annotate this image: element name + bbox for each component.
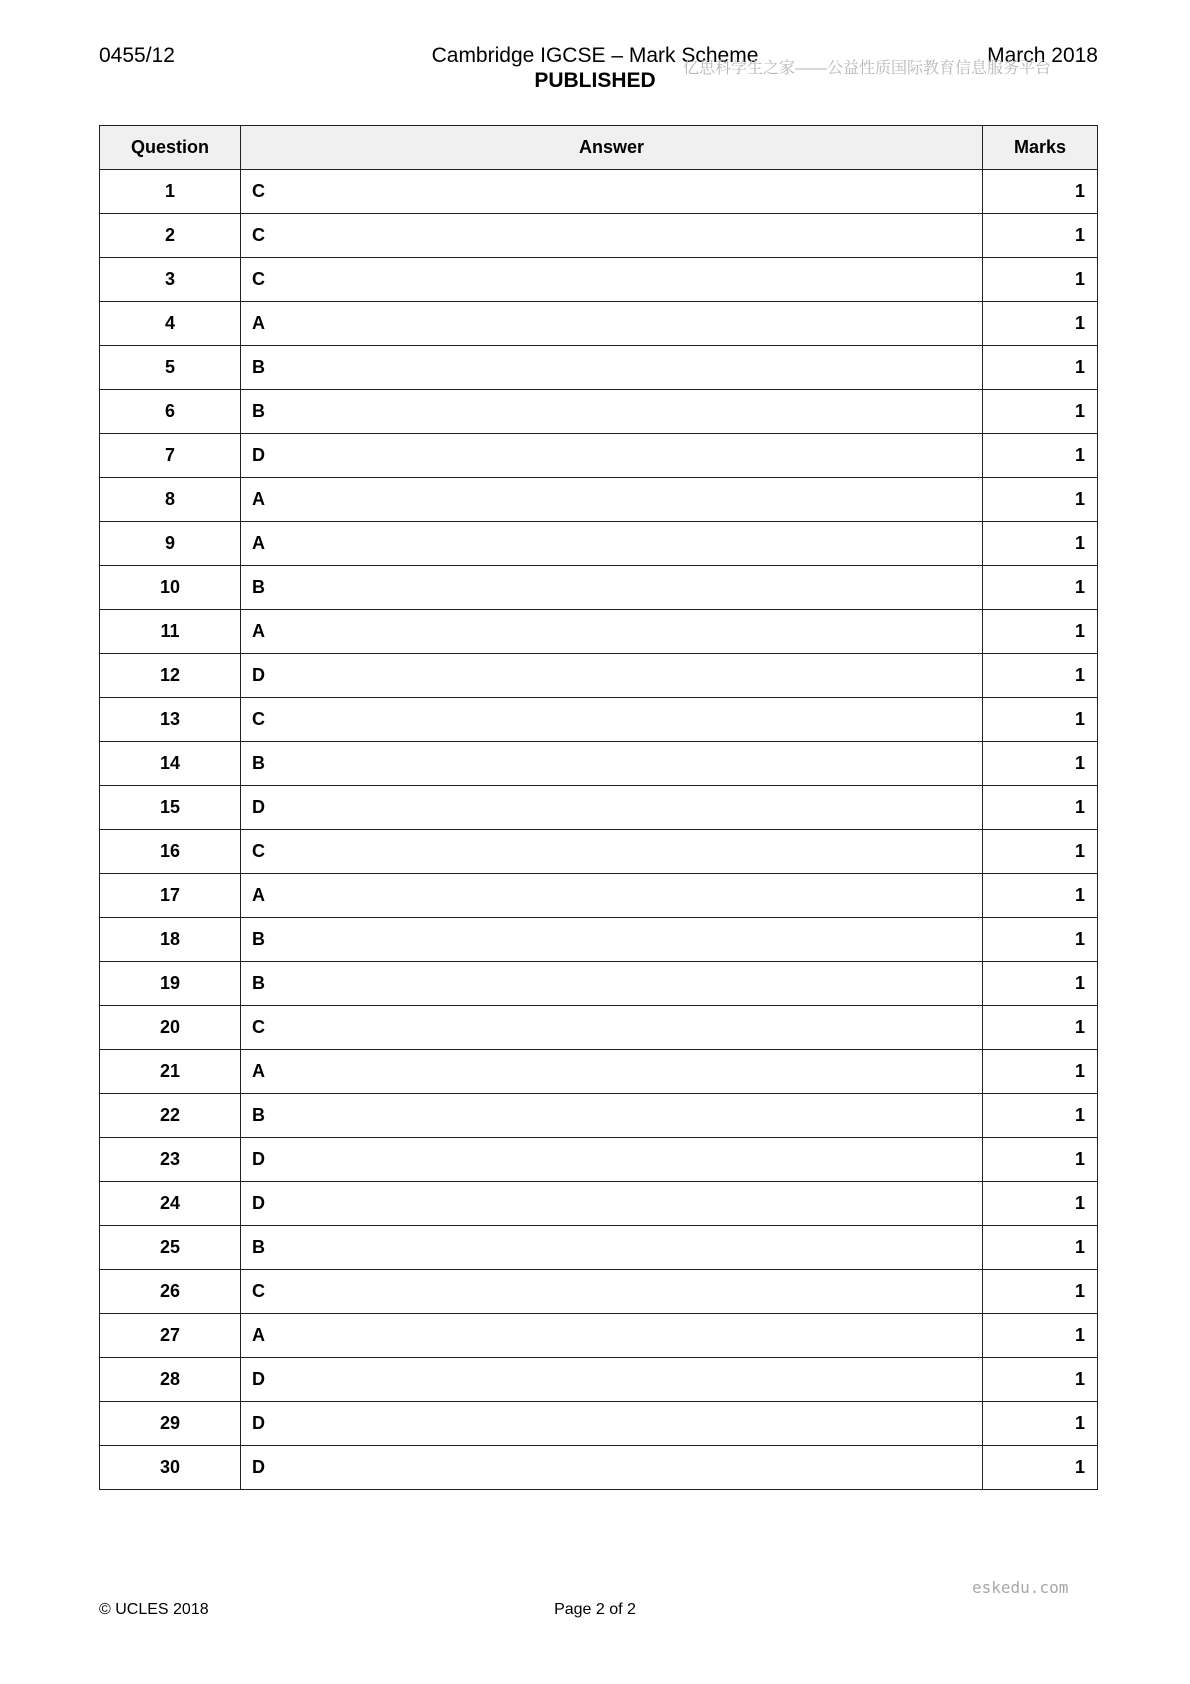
answer-cell: C [241, 1006, 983, 1050]
table-row [100, 478, 1098, 522]
marks-cell: 1 [983, 522, 1098, 566]
exam-date: March 2018 [987, 44, 1098, 67]
question-cell: 2 [100, 214, 241, 258]
table-row [100, 1050, 1098, 1094]
answer-cell: B [241, 962, 983, 1006]
marks-cell: 1 [983, 390, 1098, 434]
question-cell: 14 [100, 742, 241, 786]
table-row [100, 1138, 1098, 1182]
question-cell: 17 [100, 874, 241, 918]
question-cell: 10 [100, 566, 241, 610]
marks-cell: 1 [983, 1402, 1098, 1446]
table-body [100, 170, 1098, 1490]
answer-cell: C [241, 698, 983, 742]
question-cell: 3 [100, 258, 241, 302]
question-cell: 5 [100, 346, 241, 390]
marks-cell: 1 [983, 1006, 1098, 1050]
answer-cell: A [241, 610, 983, 654]
mark-scheme-table [99, 125, 1098, 1490]
question-cell: 18 [100, 918, 241, 962]
table-row [100, 302, 1098, 346]
question-cell: 29 [100, 1402, 241, 1446]
table-row [100, 1006, 1098, 1050]
question-cell: 16 [100, 830, 241, 874]
marks-cell: 1 [983, 1446, 1098, 1490]
paper-code: 0455/12 [99, 44, 175, 67]
answer-cell: A [241, 874, 983, 918]
question-cell: 19 [100, 962, 241, 1006]
page-number: Page 2 of 2 [554, 1601, 636, 1618]
question-cell: 24 [100, 1182, 241, 1226]
marks-cell: 1 [983, 962, 1098, 1006]
table-row [100, 786, 1098, 830]
marks-cell: 1 [983, 1182, 1098, 1226]
marks-cell: 1 [983, 1050, 1098, 1094]
marks-cell: 1 [983, 1226, 1098, 1270]
marks-cell: 1 [983, 830, 1098, 874]
question-cell: 6 [100, 390, 241, 434]
marks-cell: 1 [983, 1138, 1098, 1182]
answer-cell: B [241, 1094, 983, 1138]
question-cell: 30 [100, 1446, 241, 1490]
answer-cell: D [241, 1402, 983, 1446]
marks-cell: 1 [983, 1314, 1098, 1358]
answer-cell: B [241, 346, 983, 390]
table-row [100, 1446, 1098, 1490]
question-cell: 7 [100, 434, 241, 478]
question-cell: 15 [100, 786, 241, 830]
table-row [100, 874, 1098, 918]
answer-cell: B [241, 1226, 983, 1270]
table-row [100, 1182, 1098, 1226]
answer-cell: D [241, 434, 983, 478]
question-cell: 25 [100, 1226, 241, 1270]
answer-cell: D [241, 654, 983, 698]
question-cell: 9 [100, 522, 241, 566]
answer-cell: A [241, 478, 983, 522]
table-row [100, 918, 1098, 962]
marks-cell: 1 [983, 346, 1098, 390]
table-row [100, 610, 1098, 654]
answer-column-header: Answer [241, 126, 983, 170]
answer-cell: A [241, 1050, 983, 1094]
question-cell: 4 [100, 302, 241, 346]
answer-cell: C [241, 258, 983, 302]
question-cell: 8 [100, 478, 241, 522]
answer-cell: D [241, 1138, 983, 1182]
table-row [100, 522, 1098, 566]
marks-cell: 1 [983, 742, 1098, 786]
marks-cell: 1 [983, 610, 1098, 654]
answer-cell: B [241, 566, 983, 610]
question-cell: 28 [100, 1358, 241, 1402]
question-cell: 1 [100, 170, 241, 214]
marks-cell: 1 [983, 918, 1098, 962]
question-cell: 11 [100, 610, 241, 654]
question-cell: 12 [100, 654, 241, 698]
answer-cell: D [241, 786, 983, 830]
marks-cell: 1 [983, 1358, 1098, 1402]
table-row [100, 1226, 1098, 1270]
table-row [100, 214, 1098, 258]
marks-cell: 1 [983, 654, 1098, 698]
table-row [100, 1094, 1098, 1138]
table-row [100, 830, 1098, 874]
marks-cell: 1 [983, 698, 1098, 742]
marks-cell: 1 [983, 566, 1098, 610]
marks-cell: 1 [983, 478, 1098, 522]
table-row [100, 1314, 1098, 1358]
marks-cell: 1 [983, 170, 1098, 214]
table-row [100, 1402, 1098, 1446]
table-row [100, 654, 1098, 698]
marks-cell: 1 [983, 302, 1098, 346]
copyright-footer: © UCLES 2018 [99, 1601, 209, 1618]
question-column-header: Question [100, 126, 241, 170]
table-row [100, 258, 1098, 302]
published-label: PUBLISHED [534, 69, 656, 92]
marks-cell: 1 [983, 874, 1098, 918]
table-row [100, 1270, 1098, 1314]
question-cell: 26 [100, 1270, 241, 1314]
marks-cell: 1 [983, 1094, 1098, 1138]
answer-cell: D [241, 1182, 983, 1226]
answer-cell: C [241, 830, 983, 874]
marks-cell: 1 [983, 1270, 1098, 1314]
answer-cell: B [241, 390, 983, 434]
answer-cell: B [241, 742, 983, 786]
question-cell: 27 [100, 1314, 241, 1358]
answer-cell: A [241, 1314, 983, 1358]
document-title: Cambridge IGCSE – Mark Scheme [431, 44, 759, 67]
marks-cell: 1 [983, 214, 1098, 258]
table-row [100, 962, 1098, 1006]
table-row [100, 742, 1098, 786]
table-header-row [100, 126, 1098, 170]
table-row [100, 170, 1098, 214]
table-row [100, 566, 1098, 610]
marks-column-header: Marks [983, 126, 1098, 170]
marks-cell: 1 [983, 434, 1098, 478]
marks-cell: 1 [983, 258, 1098, 302]
table-row [100, 346, 1098, 390]
watermark-bottom: eskedu.com [972, 1578, 1069, 1597]
table-row [100, 434, 1098, 478]
table-row [100, 390, 1098, 434]
answer-cell: D [241, 1358, 983, 1402]
table-row [100, 698, 1098, 742]
answer-cell: B [241, 918, 983, 962]
watermark-top: 亿思科学生之家——公益性质国际教育信息服务平台 [683, 60, 1052, 77]
question-cell: 13 [100, 698, 241, 742]
table-row [100, 1358, 1098, 1402]
answer-cell: D [241, 1446, 983, 1490]
answer-cell: C [241, 170, 983, 214]
answer-cell: C [241, 1270, 983, 1314]
question-cell: 20 [100, 1006, 241, 1050]
question-cell: 23 [100, 1138, 241, 1182]
answer-cell: A [241, 522, 983, 566]
answer-cell: A [241, 302, 983, 346]
question-cell: 21 [100, 1050, 241, 1094]
question-cell: 22 [100, 1094, 241, 1138]
marks-cell: 1 [983, 786, 1098, 830]
answer-cell: C [241, 214, 983, 258]
